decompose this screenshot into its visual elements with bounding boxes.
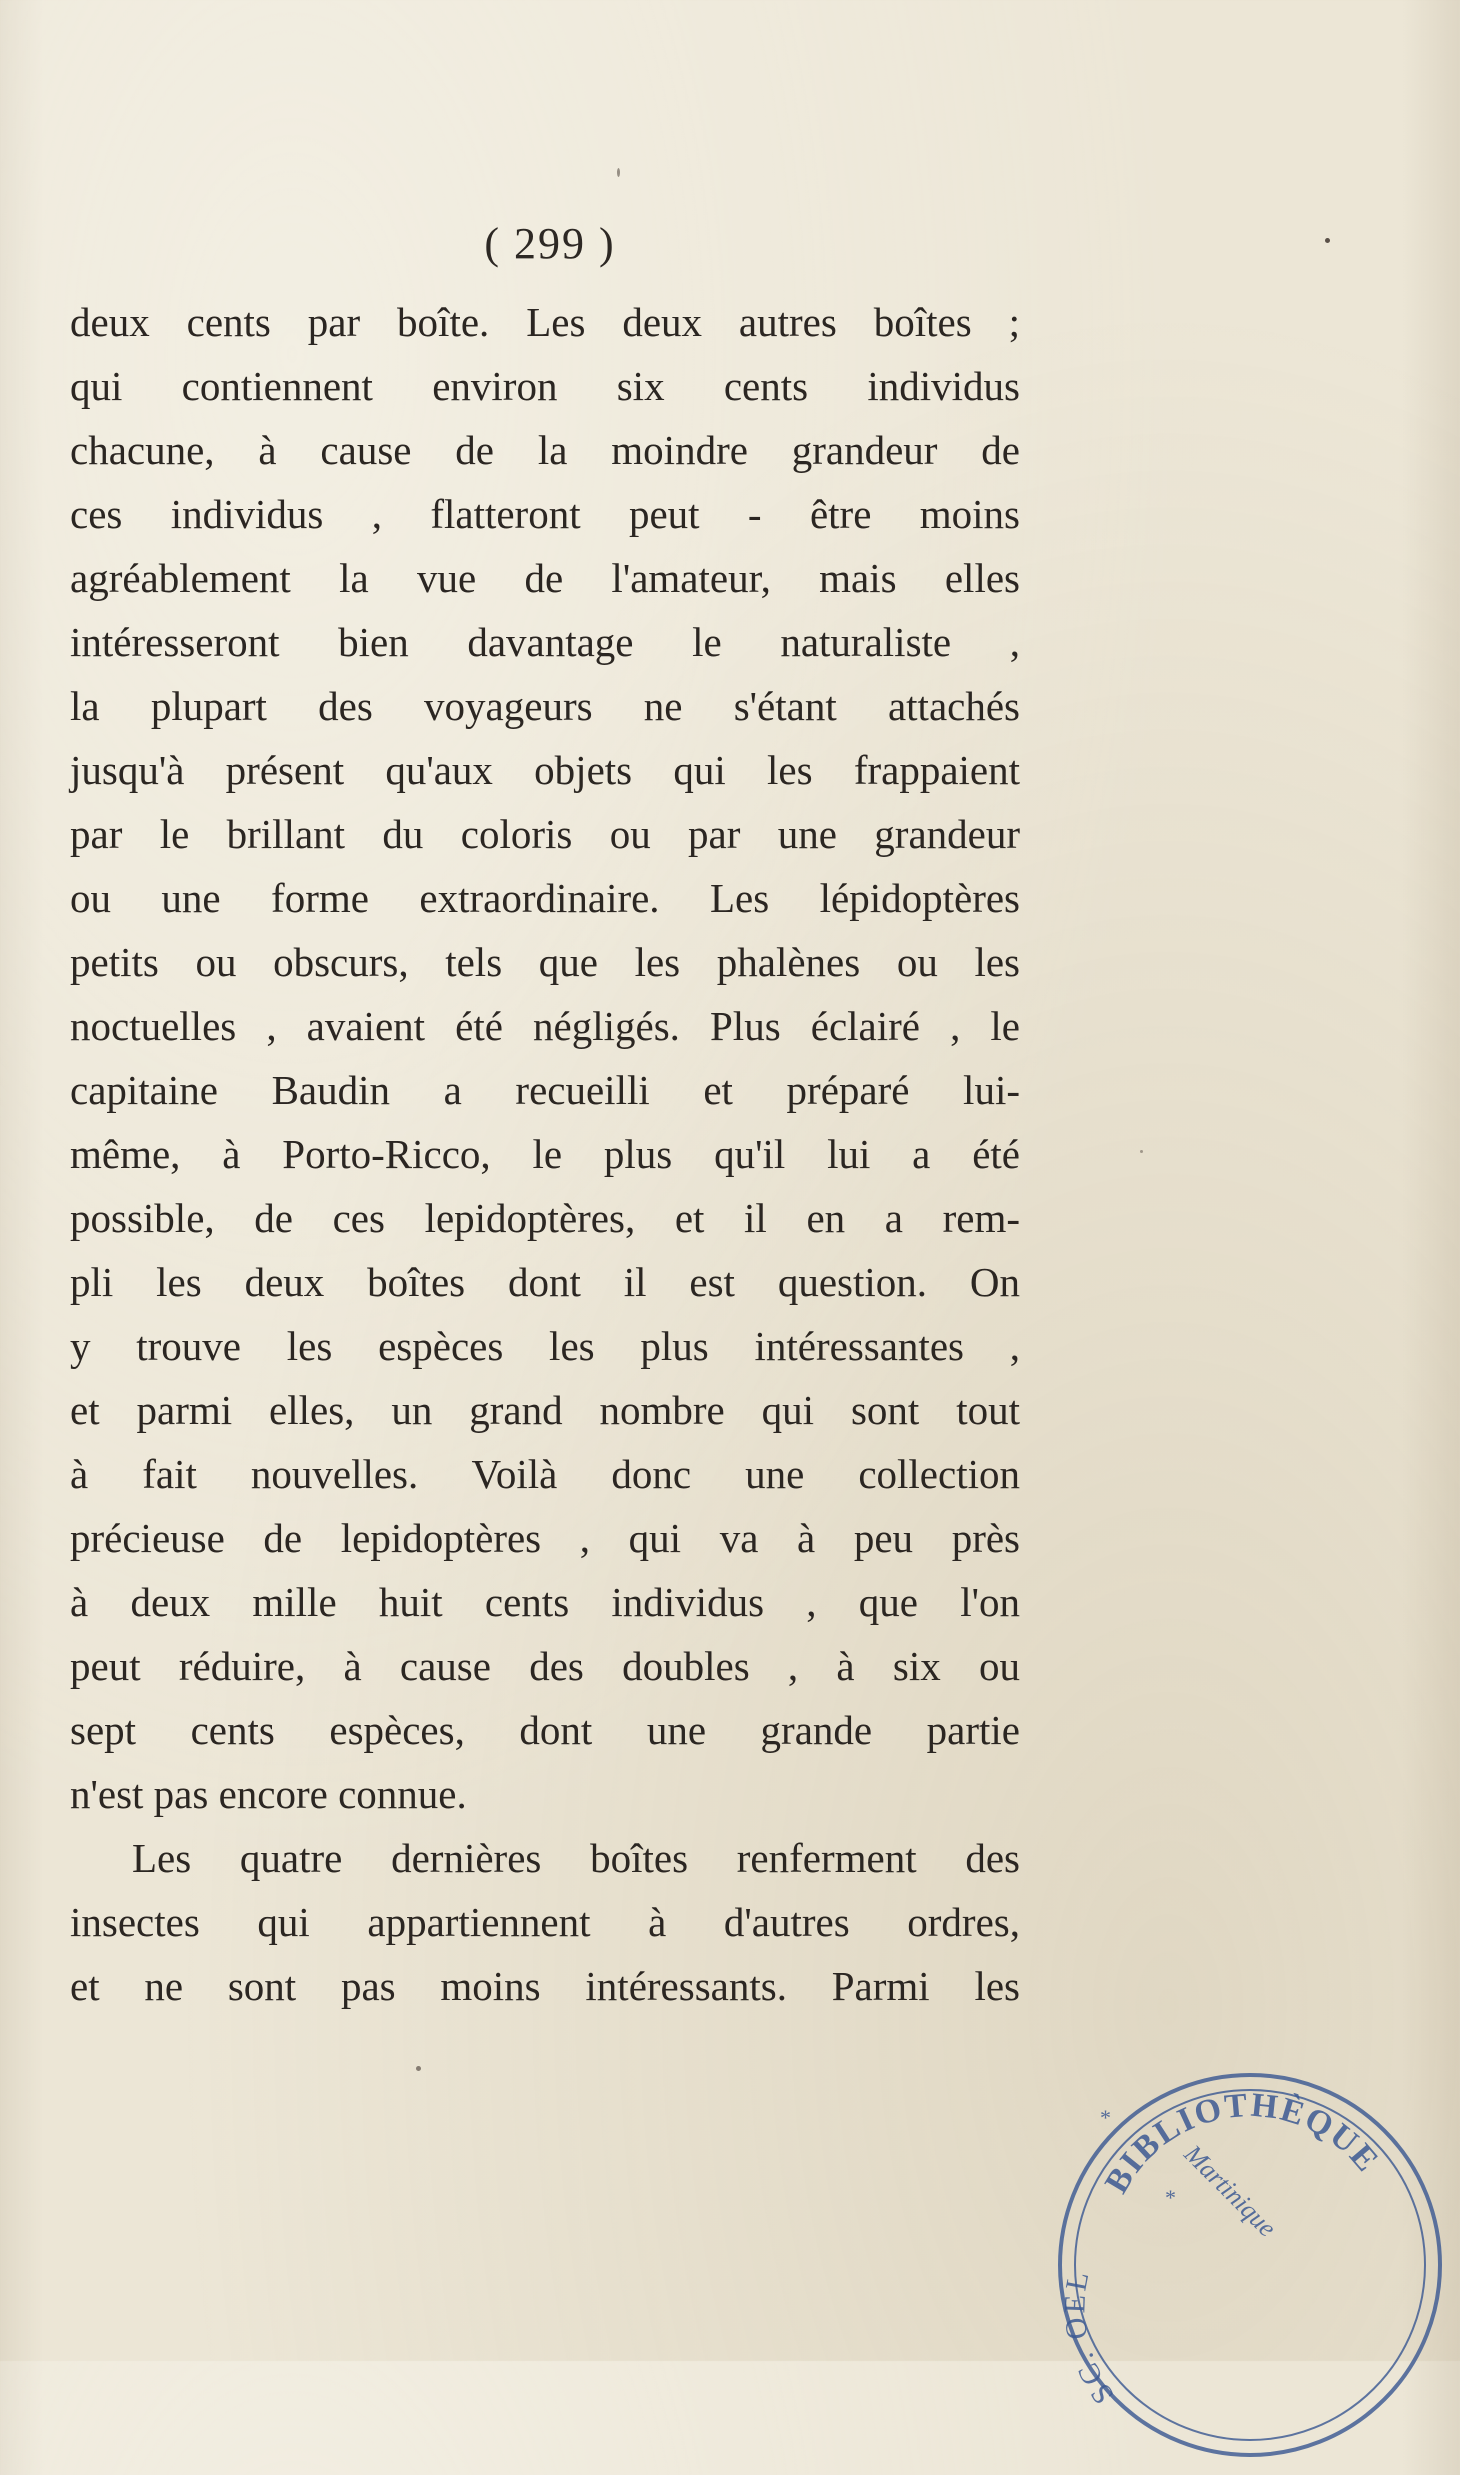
text-line: Les quatre dernières boîtes renferment des <box>132 1835 1020 1881</box>
text-line: la plupart des voyageurs ne s'étant attachés <box>70 683 1020 729</box>
text-line: qui contiennent environ six cents individus <box>70 363 1020 409</box>
text-line: petits ou obscurs, tels que les phalènes ou les <box>70 939 1020 985</box>
text-line: et ne sont pas moins intéressants. Parmi les <box>70 1963 1020 2009</box>
text-line: insectes qui appartiennent à d'autres ordres, <box>70 1899 1020 1945</box>
page-text <box>70 290 1020 2018</box>
text-line: ces individus , flatteront peut - être moins <box>70 491 1020 537</box>
stamp-asterisk-2: * <box>1165 2185 1176 2210</box>
text-line: agréablement la vue de l'amateur, mais elles <box>70 555 1020 601</box>
text-line: sept cents espèces, dont une grande partie <box>70 1707 1020 1753</box>
text-line: jusqu'à présent qu'aux objets qui les frappaient <box>70 747 1020 793</box>
text-line: même, à Porto-Ricco, le plus qu'il lui a été <box>70 1131 1020 1177</box>
text-line: possible, de ces lepidoptères, et il en a rem- <box>70 1195 1020 1241</box>
page-number: ( 299 ) <box>484 219 616 268</box>
text-line: capitaine Baudin a recueilli et préparé lui- <box>70 1067 1020 1113</box>
stamp-text-top: BIBLIOTHÈQUE <box>1098 2086 1387 2200</box>
text-line: par le brillant du coloris ou par une grandeur <box>70 811 1020 857</box>
text-line: pli les deux boîtes dont il est question. On <box>70 1259 1020 1305</box>
text-line: peut réduire, à cause des doubles , à six ou <box>70 1643 1020 1689</box>
text-line: intéresseront bien davantage le naturaliste , <box>70 619 1020 665</box>
paper-speck <box>416 2066 421 2071</box>
paper-speck <box>1325 238 1330 243</box>
paragraph-2 <box>70 1826 1020 2018</box>
stamp-asterisk-1: * <box>1100 2105 1111 2130</box>
paper-speck <box>1140 1150 1143 1153</box>
text-line: à deux mille huit cents individus , que l'on <box>70 1579 1020 1625</box>
paragraph-1 <box>70 290 1020 1826</box>
text-line: n'est pas encore connue. <box>70 1771 467 1817</box>
text-line: précieuse de lepidoptères , qui va à peu près <box>70 1515 1020 1561</box>
stamp-text-left: SC. OEL <box>1058 2266 1121 2411</box>
text-line: noctuelles , avaient été négligés. Plus éclairé , le <box>70 1003 1020 1049</box>
text-line: y trouve les espèces les plus intéressantes , <box>70 1323 1020 1369</box>
paper-speck <box>617 168 620 177</box>
text-line: et parmi elles, un grand nombre qui sont tout <box>70 1387 1020 1433</box>
library-stamp <box>1040 2055 1460 2475</box>
text-line: à fait nouvelles. Voilà donc une collection <box>70 1451 1020 1497</box>
text-line: deux cents par boîte. Les deux autres boîtes ; <box>70 299 1020 345</box>
text-line: ou une forme extraordinaire. Les lépidoptères <box>70 875 1020 921</box>
text-line: chacune, à cause de la moindre grandeur de <box>70 427 1020 473</box>
stamp-text-center: Martinique <box>1178 2139 1282 2243</box>
